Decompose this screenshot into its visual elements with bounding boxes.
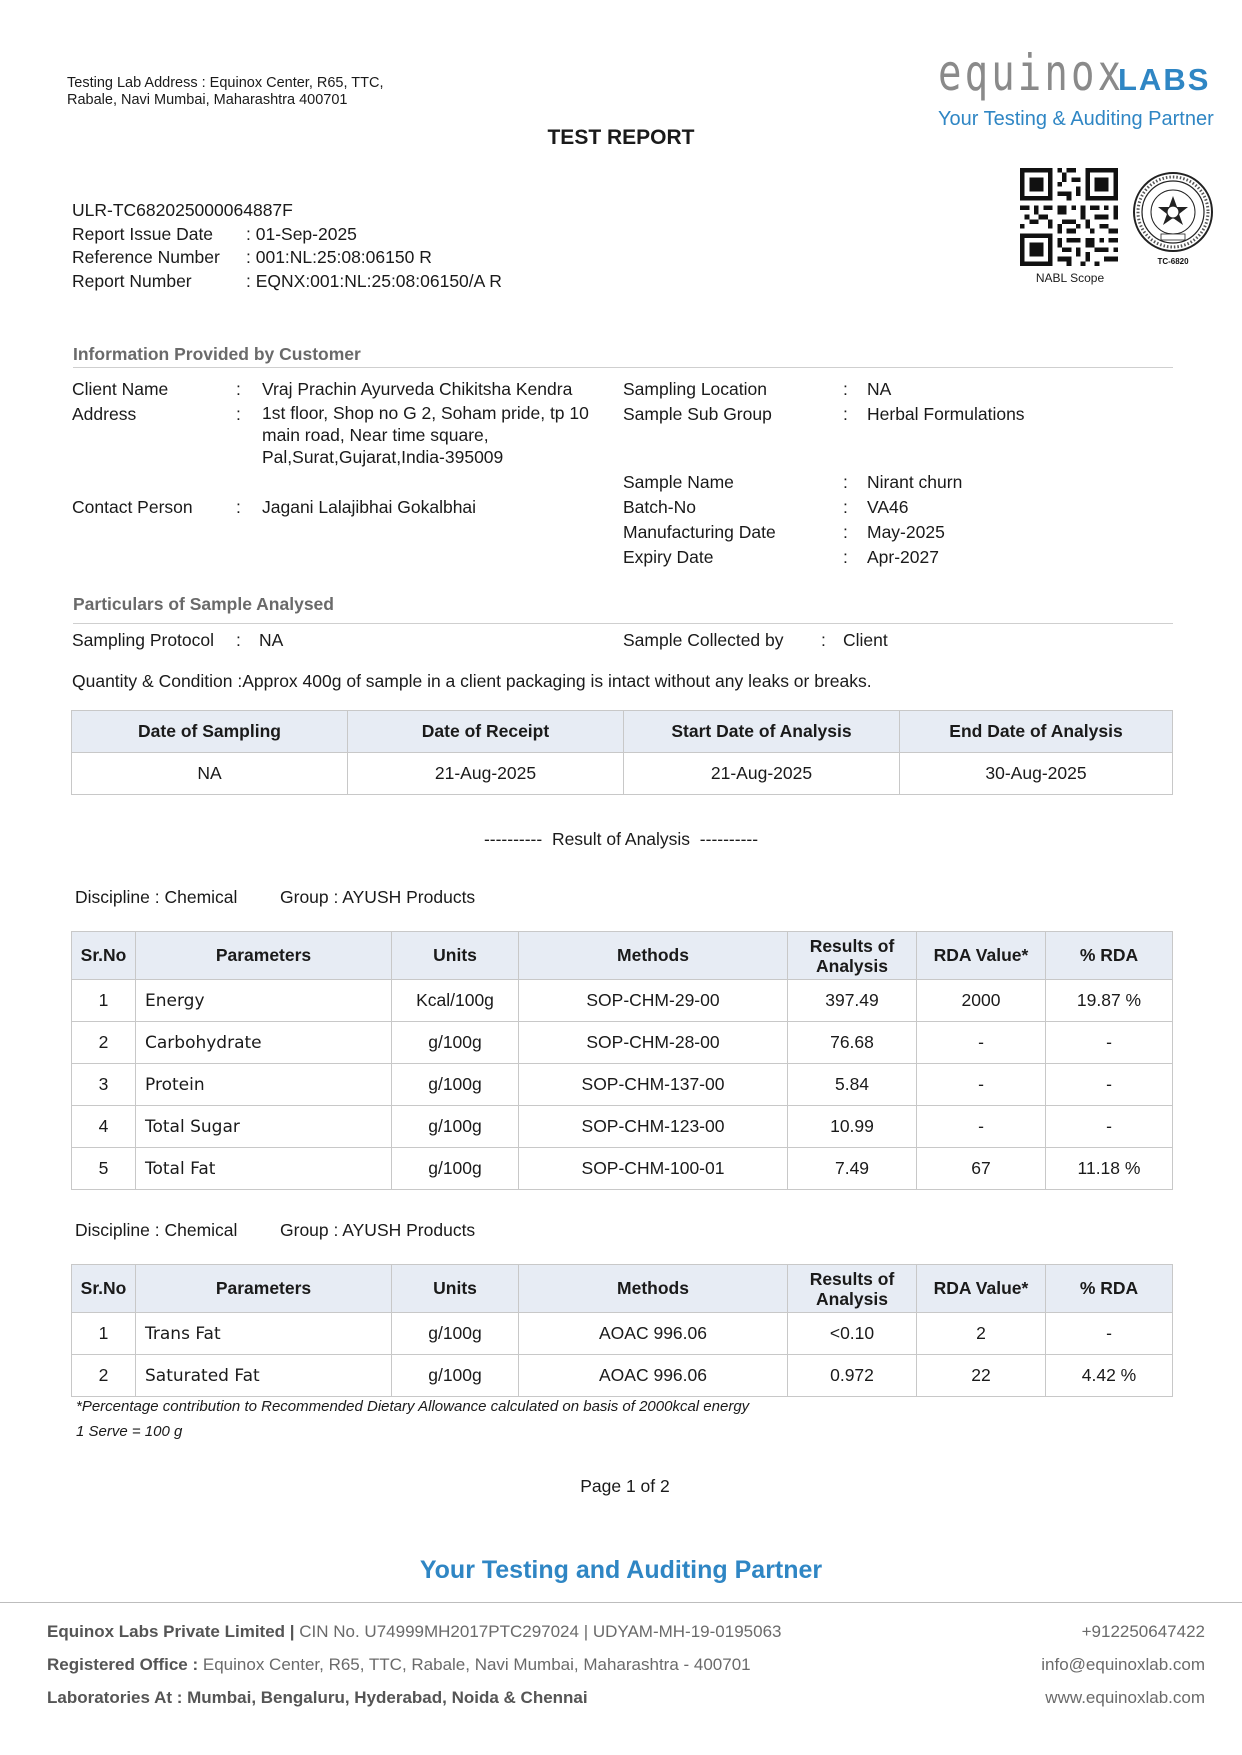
parameter-cell: Total Fat <box>136 1148 392 1190</box>
footer-labs-line <box>47 1688 588 1708</box>
units-cell: g/100g <box>392 1106 519 1148</box>
sampling-protocol-value: NA <box>259 630 284 650</box>
table-header: Parameters <box>136 932 392 980</box>
table-cell: 21-Aug-2025 <box>348 753 624 795</box>
group-label: Group : AYUSH Products <box>280 887 476 907</box>
footer-website[interactable]: www.equinoxlab.com <box>1045 1688 1205 1707</box>
meta-key: Report Issue Date <box>72 223 214 244</box>
table-header: Parameters <box>136 1265 392 1313</box>
sample-collected-by-value: Client <box>843 630 888 650</box>
rda-footnote: *Percentage contribution to Recommended Dietary Allowance calculated on basis of 2000kcal energy <box>76 1398 750 1415</box>
table-row <box>72 1022 1173 1064</box>
footer-cin: CIN No. U74999MH2017PTC297024 | UDYAM-MH-19-0195063 <box>294 1622 782 1641</box>
parameter-cell: Energy <box>136 980 392 1022</box>
units-cell: g/100g <box>392 1148 519 1190</box>
units-cell: g/100g <box>392 1355 519 1397</box>
address-line: 1st floor, Shop no G 2, Soham pride, tp 10 <box>262 403 589 423</box>
table-header-row <box>72 711 1173 753</box>
rda-value-cell: 2 <box>917 1313 1046 1355</box>
rda-value-cell: 67 <box>917 1148 1046 1190</box>
footer-office-address: Equinox Center, R65, TTC, Rabale, Navi Mumbai, Maharashtra - 400701 <box>198 1655 751 1674</box>
address-line: main road, Near time square, <box>262 425 489 445</box>
table-row <box>72 1148 1173 1190</box>
units-cell: g/100g <box>392 1313 519 1355</box>
meta-value: : EQNX:001:NL:25:08:06150/A R <box>246 270 502 291</box>
sample-collected-by-label: Sample Collected by <box>623 630 784 650</box>
table-header: Units <box>392 932 519 980</box>
rda-percent-cell: - <box>1046 1106 1173 1148</box>
address-line: Pal,Surat,Gujarat,India-395009 <box>262 447 504 467</box>
nabl-accreditation-seal-icon <box>1131 170 1215 268</box>
table-header-row <box>72 932 1173 980</box>
contact-person-label: Contact Person <box>72 497 193 517</box>
table-header: Results of Analysis <box>788 932 917 980</box>
units-cell: g/100g <box>392 1022 519 1064</box>
result-cell: 397.49 <box>788 980 917 1022</box>
manufacturing-date-label: Manufacturing Date <box>623 522 776 542</box>
table-header: Methods <box>519 1265 788 1313</box>
footer-email[interactable]: info@equinoxlab.com <box>1041 1655 1205 1674</box>
section-divider <box>73 367 1173 368</box>
footer-company-line <box>47 1622 781 1642</box>
dates-table <box>71 710 1173 795</box>
method-cell: SOP-CHM-29-00 <box>519 980 788 1022</box>
footer-divider <box>0 1602 1242 1603</box>
table-header: Units <box>392 1265 519 1313</box>
result-cell: 76.68 <box>788 1022 917 1064</box>
colon: : <box>236 379 241 399</box>
discipline-label: Discipline : Chemical <box>75 887 238 907</box>
method-cell: SOP-CHM-137-00 <box>519 1064 788 1106</box>
table-cell: NA <box>72 753 348 795</box>
meta-row <box>72 270 502 294</box>
logo-word: equinox <box>938 44 1125 102</box>
table-header: RDA Value* <box>917 1265 1046 1313</box>
table-header: % RDA <box>1046 932 1173 980</box>
sr-no-cell: 2 <box>72 1355 136 1397</box>
customer-section-heading: Information Provided by Customer <box>73 344 361 364</box>
table-header: Date of Sampling <box>72 711 348 753</box>
contact-person-value: Jagani Lalajibhai Gokalbhai <box>262 497 477 517</box>
table-header-row <box>72 1265 1173 1313</box>
colon: : <box>821 630 826 650</box>
sampling-location-label: Sampling Location <box>623 379 767 399</box>
expiry-date-value: Apr-2027 <box>867 547 939 567</box>
meta-row <box>72 246 502 270</box>
footer-slogan: Your Testing and Auditing Partner <box>419 1556 823 1584</box>
rda-value-cell: - <box>917 1106 1046 1148</box>
footer-office-line <box>47 1655 751 1675</box>
table-row <box>72 1064 1173 1106</box>
expiry-date-label: Expiry Date <box>623 547 714 567</box>
table-cell: 30-Aug-2025 <box>900 753 1173 795</box>
footer-company-name: Equinox Labs Private Limited | <box>47 1622 295 1641</box>
table-header: Date of Receipt <box>348 711 624 753</box>
address-label: Address <box>72 404 137 424</box>
sr-no-cell: 1 <box>72 1313 136 1355</box>
rda-percent-cell: 11.18 % <box>1046 1148 1173 1190</box>
method-cell: AOAC 996.06 <box>519 1313 788 1355</box>
quantity-condition-label: Quantity & Condition : <box>72 671 243 691</box>
table-row <box>72 1106 1173 1148</box>
rda-value-cell: 2000 <box>917 980 1046 1022</box>
sr-no-cell: 4 <box>72 1106 136 1148</box>
sample-sub-group-value: Herbal Formulations <box>867 404 1025 424</box>
sr-no-cell: 5 <box>72 1148 136 1190</box>
meta-row <box>72 223 502 247</box>
batch-no-label: Batch-No <box>623 497 696 517</box>
table-cell: 21-Aug-2025 <box>624 753 900 795</box>
table-header: Methods <box>519 932 788 980</box>
method-cell: AOAC 996.06 <box>519 1355 788 1397</box>
logo-labs: LABS <box>1118 62 1211 97</box>
rda-value-cell: - <box>917 1064 1046 1106</box>
serve-footnote: 1 Serve = 100 g <box>76 1423 183 1440</box>
manufacturing-date-value: May-2025 <box>867 522 945 542</box>
table-header: End Date of Analysis <box>900 711 1173 753</box>
rda-percent-cell: - <box>1046 1313 1173 1355</box>
group-label: Group : AYUSH Products <box>280 1220 476 1240</box>
table-row <box>72 980 1173 1022</box>
sr-no-cell: 2 <box>72 1022 136 1064</box>
method-cell: SOP-CHM-28-00 <box>519 1022 788 1064</box>
method-cell: SOP-CHM-100-01 <box>519 1148 788 1190</box>
discipline-label: Discipline : Chemical <box>75 1220 238 1240</box>
colon: : <box>843 379 848 399</box>
page-number: Page 1 of 2 <box>580 1476 670 1496</box>
colon: : <box>236 497 241 517</box>
results-table-2 <box>71 1264 1173 1397</box>
method-cell: SOP-CHM-123-00 <box>519 1106 788 1148</box>
sr-no-cell: 3 <box>72 1064 136 1106</box>
colon: : <box>843 497 848 517</box>
result-of-analysis-heading: ---------- Result of Analysis ---------- <box>483 829 759 849</box>
parameter-cell: Total Sugar <box>136 1106 392 1148</box>
parameter-cell: Saturated Fat <box>136 1355 392 1397</box>
table-header: Start Date of Analysis <box>624 711 900 753</box>
lab-address: Testing Lab Address : Equinox Center, R65, TTC, Rabale, Navi Mumbai, Maharashtra 400701 <box>67 75 384 108</box>
table-row <box>72 1313 1173 1355</box>
sample-name-value: Nirant churn <box>867 472 963 492</box>
table-header: Results of Analysis <box>788 1265 917 1313</box>
colon: : <box>843 522 848 542</box>
report-title: TEST REPORT <box>547 126 695 149</box>
table-header: Sr.No <box>72 1265 136 1313</box>
parameter-cell: Trans Fat <box>136 1313 392 1355</box>
footer-labs: Laboratories At : Mumbai, Bengaluru, Hyderabad, Noida & Chennai <box>47 1688 588 1707</box>
client-name-label: Client Name <box>72 379 169 399</box>
meta-value: : 001:NL:25:08:06150 R <box>246 247 432 267</box>
rda-percent-cell: 4.42 % <box>1046 1355 1173 1397</box>
results-table-1 <box>71 931 1173 1190</box>
rda-percent-cell: - <box>1046 1064 1173 1106</box>
units-cell: Kcal/100g <box>392 980 519 1022</box>
sample-name-label: Sample Name <box>623 472 734 492</box>
meta-value: : 01-Sep-2025 <box>246 223 357 244</box>
result-cell: 5.84 <box>788 1064 917 1106</box>
colon: : <box>236 630 241 650</box>
table-row <box>72 753 1173 795</box>
meta-key: Reference Number <box>72 247 220 267</box>
report-meta <box>72 199 502 293</box>
footer-office-label: Registered Office : <box>47 1655 199 1674</box>
client-name-value: Vraj Prachin Ayurveda Chikitsha Kendra <box>262 379 573 399</box>
result-cell: 7.49 <box>788 1148 917 1190</box>
parameter-cell: Carbohydrate <box>136 1022 392 1064</box>
rda-percent-cell: 19.87 % <box>1046 980 1173 1022</box>
units-cell: g/100g <box>392 1064 519 1106</box>
sampling-protocol-label: Sampling Protocol <box>72 630 215 650</box>
table-header: Sr.No <box>72 932 136 980</box>
nabl-scope-qr-code[interactable] <box>1020 168 1118 266</box>
address-value <box>262 402 589 468</box>
result-cell: 10.99 <box>788 1106 917 1148</box>
table-row <box>72 1355 1173 1397</box>
colon: : <box>843 404 848 424</box>
nabl-scope-caption: NABL Scope <box>1035 271 1105 285</box>
parameter-cell: Protein <box>136 1064 392 1106</box>
result-cell: 0.972 <box>788 1355 917 1397</box>
rda-value-cell: - <box>917 1022 1046 1064</box>
sr-no-cell: 1 <box>72 980 136 1022</box>
logo-tagline: Your Testing & Auditing Partner <box>938 108 1214 130</box>
table-header: % RDA <box>1046 1265 1173 1313</box>
seal-code: TC-6820 <box>1157 257 1189 266</box>
result-cell: <0.10 <box>788 1313 917 1355</box>
quantity-condition <box>72 669 872 694</box>
footer-phone[interactable]: +912250647422 <box>1081 1622 1205 1641</box>
quantity-condition-value: Approx 400g of sample in a client packaging is intact without any leaks or breaks. <box>242 671 872 691</box>
rda-value-cell: 22 <box>917 1355 1046 1397</box>
colon: : <box>236 404 241 424</box>
colon: : <box>843 547 848 567</box>
sample-sub-group-label: Sample Sub Group <box>623 404 772 424</box>
sampling-location-value: NA <box>867 379 892 399</box>
ulr-number: ULR-TC682025000064887F <box>72 200 293 220</box>
colon: : <box>843 472 848 492</box>
particulars-section-heading: Particulars of Sample Analysed <box>73 594 334 614</box>
rda-percent-cell: - <box>1046 1022 1173 1064</box>
meta-key: Report Number <box>72 270 192 291</box>
equinox-labs-logo <box>938 44 1228 140</box>
batch-no-value: VA46 <box>867 497 909 517</box>
table-header: RDA Value* <box>917 932 1046 980</box>
section-divider <box>73 623 1173 624</box>
